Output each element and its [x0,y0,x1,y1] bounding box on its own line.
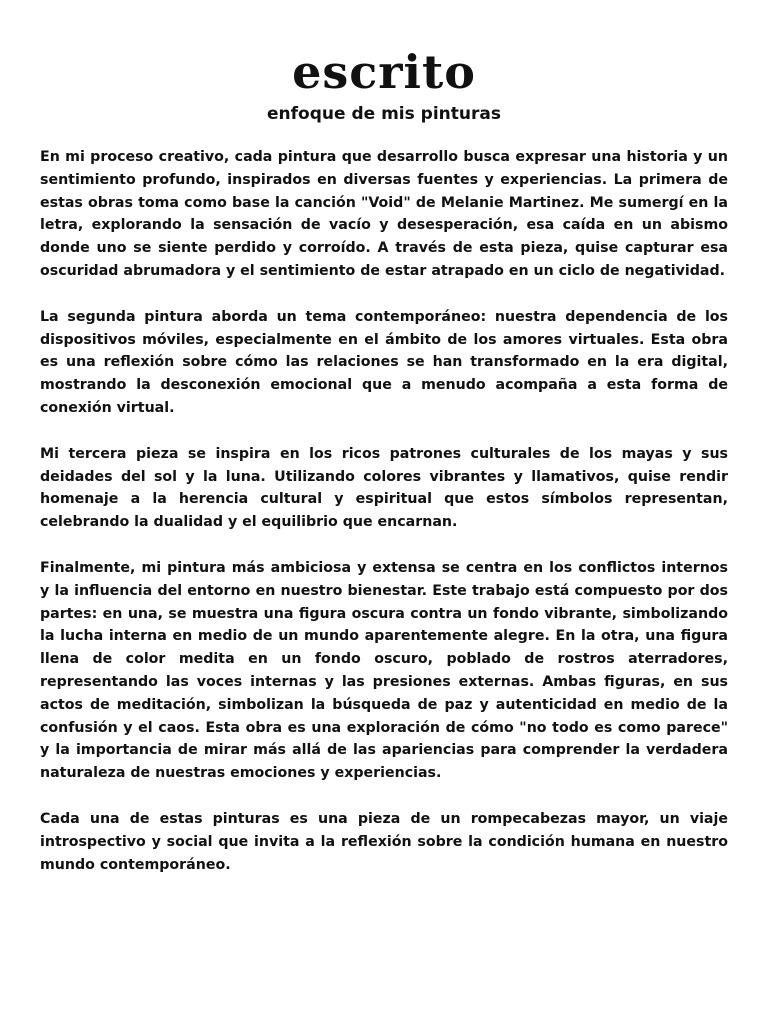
paragraph-2: La segunda pintura aborda un tema contemporáneo: nuestra dependencia de los dispositivos móviles, especialmente en el ámbito de los amores virtuales. Esta obra es una reflexión sobre cómo las relaciones se han transformado en la era digital, mostrando la desconexión emocional que a menudo acompaña a esta forma de conexión virtual. [40,308,728,416]
paragraph-5: Cada una de estas pinturas es una pieza de un rompecabezas mayor, un viaje introspectivo y social que invita a la reflexión sobre la condición humana en nuestro mundo contemporáneo. [40,810,728,873]
paragraph-4: Finalmente, mi pintura más ambiciosa y extensa se centra en los conflictos internos y la influencia del entorno en nuestro bienestar. Este trabajo está compuesto por dos partes: en una, se muestra una figura oscura contra un fondo vibrante, simbolizando la lucha interna en medio de un mundo aparentemente alegre. En la otra, una figura llena de color medita en un fondo oscuro, poblado de rostros aterradores, representando las voces internas y las presiones externas. Ambas figuras, en sus actos de meditación, simbolizan la búsqueda de paz y autenticidad en medio de la confusión y el caos. Esta obra es una exploración de cómo "no todo es como parece" y la importancia de mirar más allá de las apariencias para comprender la verdadera naturaleza de nuestras emociones y experiencias. [40,559,728,782]
paragraph-1: En mi proceso creativo, cada pintura que desarrollo busca expresar una historia y un sentimiento profundo, inspirados en diversas fuentes y experiencias. La primera de estas obras toma como base la canción "Void" de Melanie Martinez. Me sumergí en la letra, explorando la sensación de vacío y desesperación, esa caída en un abismo donde uno se siente perdido y corroído. A través de esta pieza, quise capturar esa oscuridad abrumadora y el sentimiento de estar atrapado en un ciclo de negatividad. [40,149,728,279]
paragraph-3: Mi tercera pieza se inspira en los ricos patrones culturales de los mayas y sus deidades del sol y la luna. Utilizando colores vibrantes y llamativos, quise rendir homenaje a la herencia cultural y espiritual que estos símbolos representan, celebrando la dualidad y el equilibrio que encarnan. [40,445,728,531]
document-title: escrito [292,45,476,99]
document-subtitle: enfoque de mis pinturas [267,104,501,124]
document-body [40,146,728,899]
